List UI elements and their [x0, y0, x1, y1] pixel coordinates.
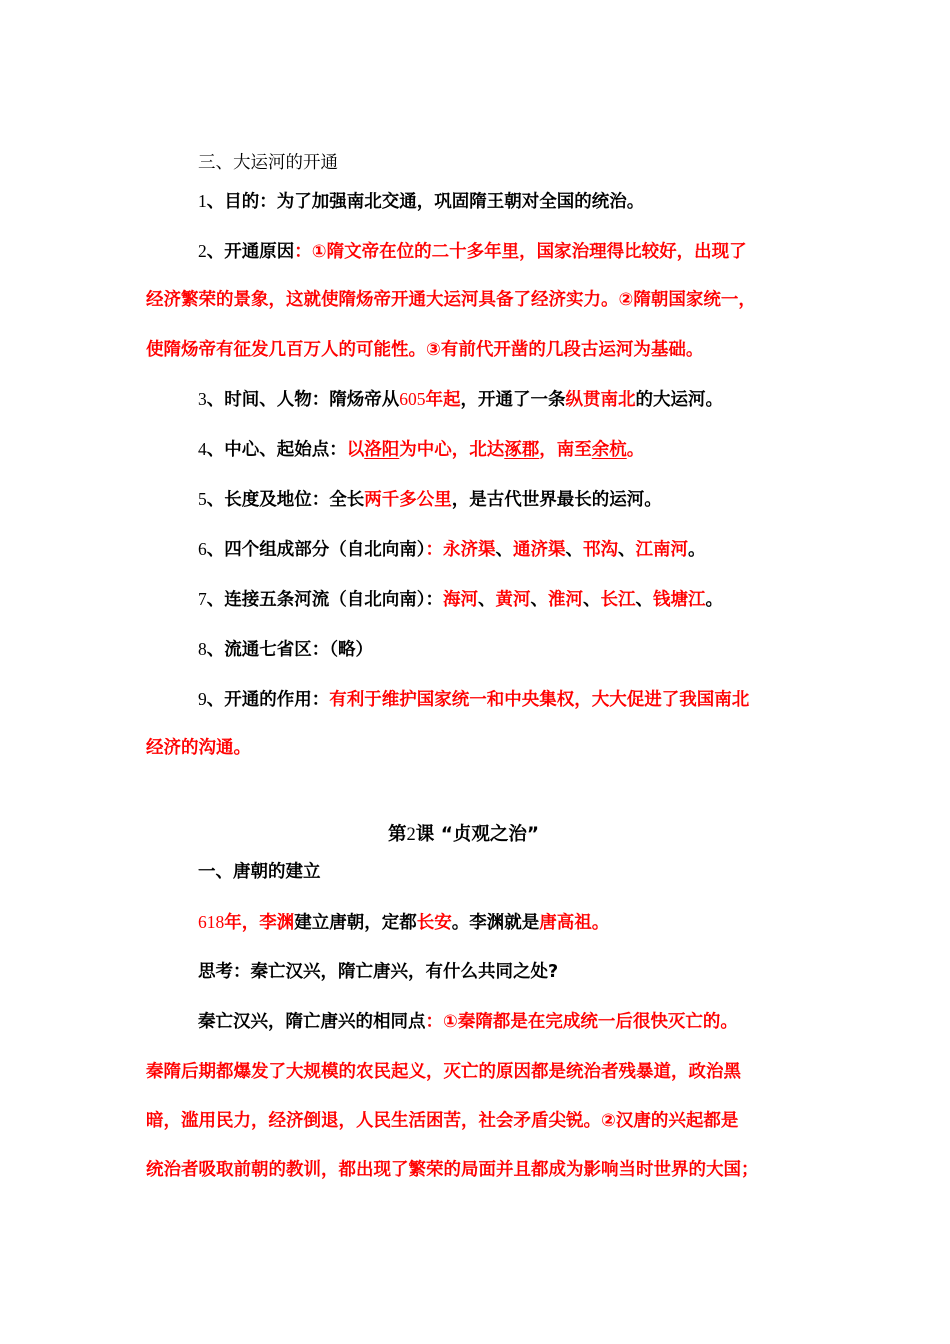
answer-line-3: 暗，滥用民力，经济倒退，人民生活困苦，社会矛盾尖锐。②汉唐的兴起都是: [146, 1111, 739, 1131]
item-3-time-person: 3、时间、人物：隋炀帝从605年起，开通了一条纵贯南北的大运河。: [198, 389, 723, 410]
answer-line-2: 秦隋后期都爆发了大规模的农民起义，灭亡的原因都是统治者残暴道，政治黑: [146, 1062, 741, 1082]
item-9-role-line-2: 经济的沟通。: [146, 738, 251, 758]
section-heading-tang-founding: 一、唐朝的建立: [198, 862, 321, 882]
lesson-2-title: 第2课 “贞观之治”: [388, 824, 540, 845]
item-4-center-endpoints: 4、中心、起始点：以洛阳为中心，北达涿郡，南至余杭。: [198, 439, 645, 460]
section-heading-grand-canal: 三、大运河的开通: [198, 153, 338, 173]
item-5-length-status: 5、长度及地位：全长两千多公里，是古代世界最长的运河。: [198, 489, 662, 510]
answer-line-1: 秦亡汉兴，隋亡唐兴的相同点：①秦隋都是在完成统一后很快灭亡的。: [198, 1012, 738, 1032]
item-7-five-rivers: 7、连接五条河流（自北向南）：海河、黄河、淮河、长江、钱塘江。: [198, 589, 723, 610]
item-2-reasons: 2、开通原因：①隋文帝在位的二十多年里，国家治理得比较好，出现了: [198, 241, 747, 262]
tang-founding-facts: 618年，李渊建立唐朝，定都长安。李渊就是唐高祖。: [198, 912, 610, 933]
answer-line-4: 统治者吸取前朝的教训，都出现了繁荣的局面并且都成为影响当时世界的大国；: [146, 1160, 759, 1180]
thinking-question: 思考：秦亡汉兴，隋亡唐兴，有什么共同之处?: [198, 962, 559, 982]
item-8-seven-provinces: 8、流通七省区：（略）: [198, 639, 373, 660]
item-6-four-sections: 6、四个组成部分（自北向南）：永济渠、通济渠、邗沟、江南河。: [198, 539, 706, 560]
item-9-role: 9、开通的作用：有利于维护国家统一和中央集权，大大促进了我国南北: [198, 689, 750, 710]
item-2-reasons-line-3: 使隋炀帝有征发几百万人的可能性。③有前代开凿的几段古运河为基础。: [146, 340, 704, 360]
item-1-purpose: 1、目的：为了加强南北交通，巩固隋王朝对全国的统治。: [198, 191, 645, 212]
item-2-reasons-line-2: 经济繁荣的景象，这就使隋炀帝开通大运河具备了经济实力。②隋朝国家统一，: [146, 290, 756, 310]
